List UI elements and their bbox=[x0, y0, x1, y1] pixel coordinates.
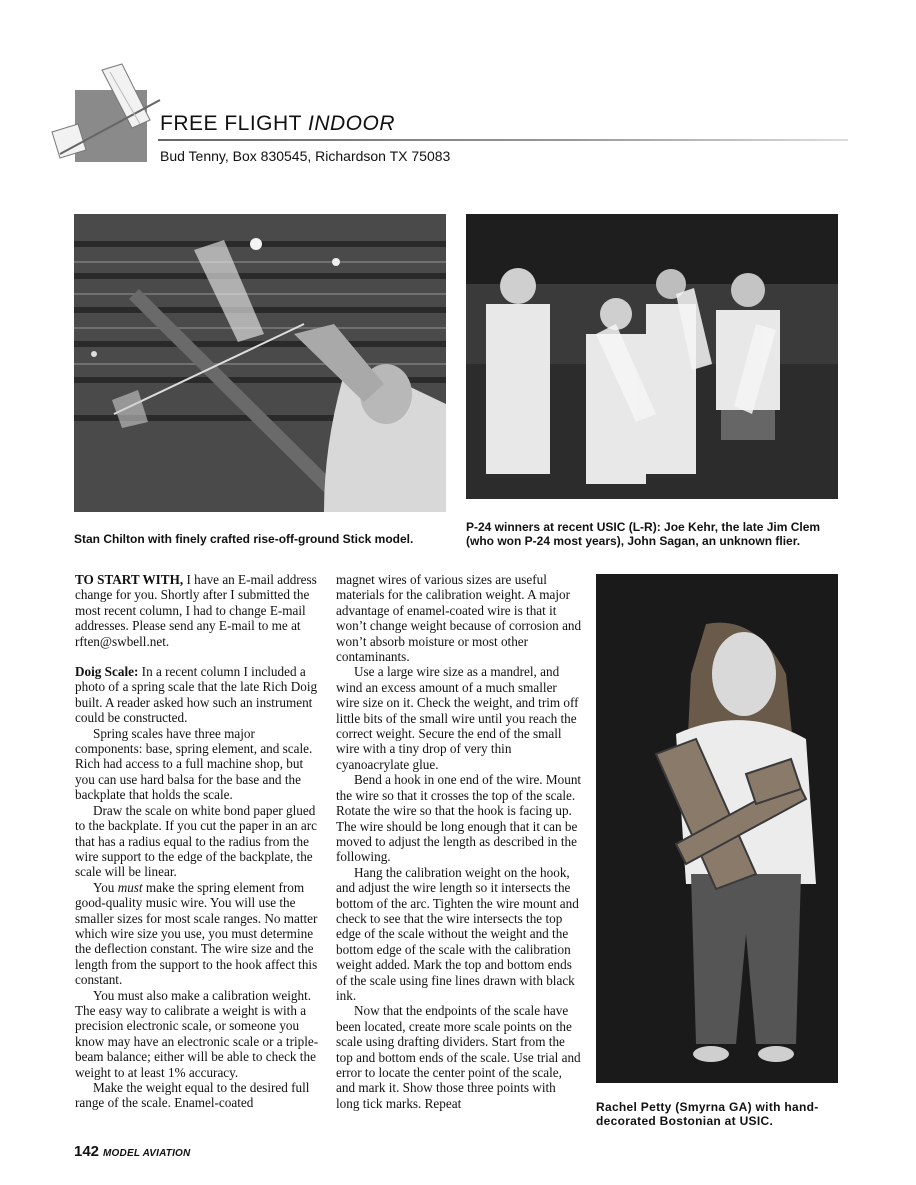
caption-rachel-petty: Rachel Petty (Smyrna GA) with hand-decorated Bostonian at USIC. bbox=[596, 1100, 819, 1128]
page-number: 142 bbox=[74, 1143, 100, 1160]
paragraph: Hang the calibration weight on the hook, and adjust the wire length so it intersects the bottom of the arc. Tighten the wire mount and check to see that the wire intersects the top edge of the scale without the weight and the bottom edge of the scale with the calibration weight added. Mark the top and bottom ends of the scale using fine lines drawn with black ink. bbox=[336, 864, 579, 1003]
photo-p24-winners bbox=[466, 214, 838, 499]
photo-stick-model bbox=[74, 214, 446, 512]
paragraph: Use a large wire size as a mandrel, and wind an excess amount of a much smaller wire size on it. Check the weight, and trim off little bits of the small wire until you reach the correct weight. Secure the end of the small wire with a tiny drop of very thin cyanoacrylate glue. bbox=[336, 664, 579, 772]
paragraph: You must make the spring element from good-quality music wire. You will use the smaller sizes for most scale ranges. No matter which wire size you use, you must determine the deflection constant. The wire size and the length from the support to the hook affect this constant. bbox=[75, 879, 318, 988]
photo-rachel-petty bbox=[596, 574, 838, 1083]
paragraph: You must also make a calibration weight. The easy way to calibrate a weight is with a precision electronic scale, or someone you know may have an electronic scale or a triple-beam balance; either will be able to check the weight to at least 1% accuracy. bbox=[75, 987, 319, 1080]
paragraph: Draw the scale on white bond paper glued to the backplate. If you cut the paper in an arc that has a radius equal to the radius from the wire support to the edge of the backplate, the scale will be linear. bbox=[75, 802, 318, 880]
text-column-1 bbox=[75, 572, 321, 1111]
paragraph: Spring scales have three major components: base, spring element, and scale. Rich had access to a full machine shop, but you can use hard balsa for the base and the backplate that holds the scale. bbox=[75, 725, 313, 803]
header-rule bbox=[158, 139, 848, 141]
paragraph: Make the weight equal to the desired full range of the scale. Enamel-coated bbox=[75, 1080, 310, 1111]
airplane-logo-icon bbox=[50, 62, 170, 162]
magazine-name: MODEL AVIATION bbox=[103, 1148, 191, 1159]
paragraph: Bend a hook in one end of the wire. Mount the wire so that it crosses the top of the scale. Rotate the wire so that the hook is facing up. The wire should be long enough that it can be moved to adjust the length as described in the following. bbox=[336, 772, 582, 865]
paragraph: Now that the endpoints of the scale have been located, create more scale points on the scale using drafting dividers. Start from the top and bottom ends of the scale. Use trial and error to locate the center point of the scale, and mark it. Show those three points with long tick marks. Repeat bbox=[336, 1003, 581, 1111]
text-column-2 bbox=[336, 572, 582, 1111]
paragraph: TO START WITH, I have an E-mail address change for you. Shortly after I submitted the most recent column, I had to change E-mail addresses. Please send any E-mail to me at rften@swbell.net. bbox=[75, 572, 317, 649]
column-title: FREE FLIGHT INDOOR bbox=[160, 112, 395, 135]
paragraph: magnet wires of various sizes are useful materials for the calibration weight. A major advantage of enamel-coated wire is that it won’t change weight because of corrosion and won’t absorb moisture or most other contaminants. bbox=[336, 572, 582, 665]
caption-p24-winners: P-24 winners at recent USIC (L-R): Joe Kehr, the late Jim Clem (who won P-24 most years), John Sagan, an unknown flier. bbox=[466, 520, 821, 548]
caption-stick-model: Stan Chilton with finely crafted rise-off-ground Stick model. bbox=[74, 532, 414, 546]
paragraph: Doig Scale: In a recent column I included a photo of a spring scale that the late Rich Doig built. A reader asked how such an instrument could be constructed. bbox=[75, 664, 318, 726]
page-footer bbox=[74, 1143, 190, 1161]
author-address: Bud Tenny, Box 830545, Richardson TX 75083 bbox=[160, 148, 451, 164]
